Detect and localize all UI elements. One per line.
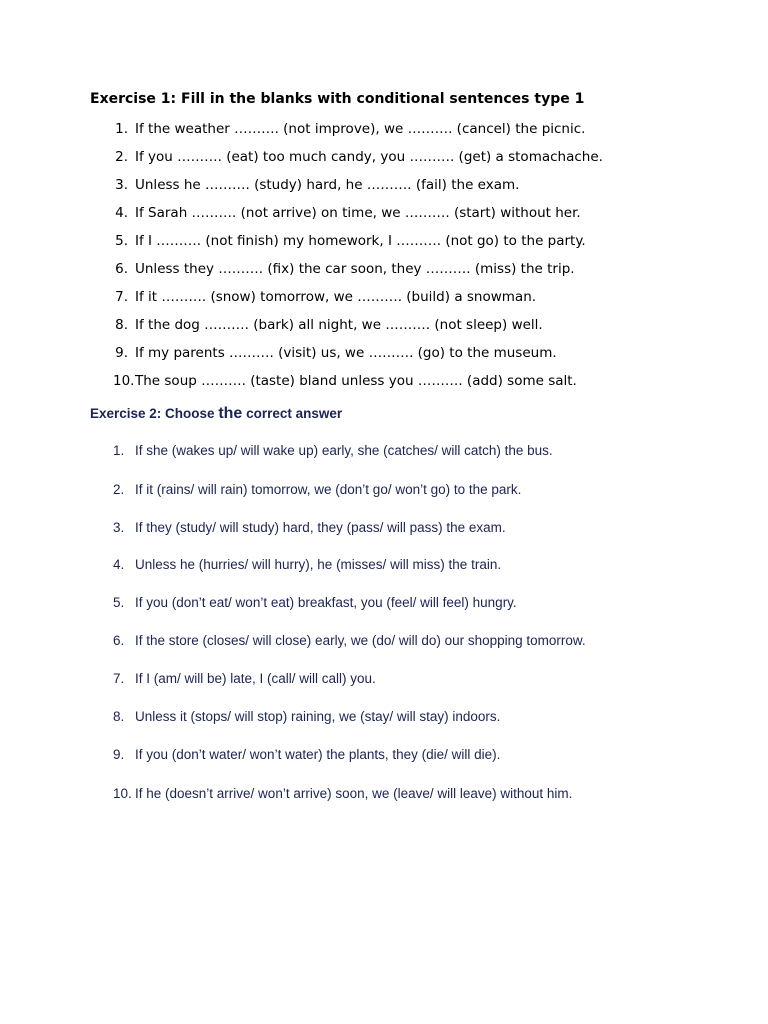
item-number: 5. <box>115 233 128 249</box>
item-text: Unless they ………. (fix) the car soon, they ………. (miss) the trip. <box>135 261 575 277</box>
item-number: 6. <box>115 261 128 277</box>
item-text: If he (doesn’t arrive/ won’t arrive) soon, we (leave/ will leave) without him. <box>135 786 573 801</box>
item-text: If the store (closes/ will close) early, we (do/ will do) our shopping tomorrow. <box>135 633 586 648</box>
item-number: 10. <box>113 786 132 801</box>
item-number: 10. <box>113 373 135 389</box>
title-part: correct answer <box>242 406 343 421</box>
item-text: If the dog ………. (bark) all night, we ………. (not sleep) well. <box>135 317 543 333</box>
item-number: 6. <box>113 633 125 648</box>
item-text: If you (don’t water/ won’t water) the plants, they (die/ will die). <box>135 747 501 762</box>
item-number: 3. <box>113 520 125 535</box>
item-text: If they (study/ will study) hard, they (pass/ will pass) the exam. <box>135 520 506 535</box>
item-number: 2. <box>113 482 125 497</box>
item-number: 7. <box>113 671 125 686</box>
item-text: If she (wakes up/ will wake up) early, she (catches/ will catch) the bus. <box>135 443 553 458</box>
item-text: If the weather ………. (not improve), we ………. (cancel) the picnic. <box>135 121 586 137</box>
item-number: 2. <box>115 149 128 165</box>
item-text: If it (rains/ will rain) tomorrow, we (don’t go/ won’t go) to the park. <box>135 482 522 497</box>
item-number: 1. <box>113 443 125 458</box>
title-part: Exercise 2: Choose <box>90 406 219 421</box>
item-number: 9. <box>113 747 125 762</box>
item-number: 8. <box>113 709 125 724</box>
exercise-1-title: Exercise 1: Fill in the blanks with conditional sentences type 1 <box>90 91 585 107</box>
item-number: 7. <box>115 289 128 305</box>
item-text: If Sarah ………. (not arrive) on time, we ………. (start) without her. <box>135 205 581 221</box>
exercise-2-title <box>90 405 342 423</box>
item-number: 3. <box>115 177 128 193</box>
item-number: 1. <box>115 121 128 137</box>
item-text: Unless he ………. (study) hard, he ………. (fail) the exam. <box>135 177 520 193</box>
item-number: 5. <box>113 595 125 610</box>
item-number: 4. <box>113 557 125 572</box>
item-text: Unless he (hurries/ will hurry), he (misses/ will miss) the train. <box>135 557 502 572</box>
item-text: If you ………. (eat) too much candy, you ………. (get) a stomachache. <box>135 149 603 165</box>
item-number: 8. <box>115 317 128 333</box>
item-text: The soup ………. (taste) bland unless you ………. (add) some salt. <box>135 373 577 389</box>
item-text: If it ………. (snow) tomorrow, we ………. (build) a snowman. <box>135 289 537 305</box>
item-text: Unless it (stops/ will stop) raining, we (stay/ will stay) indoors. <box>135 709 501 724</box>
item-number: 9. <box>115 345 128 361</box>
title-part: the <box>218 405 243 422</box>
item-text: If you (don’t eat/ won’t eat) breakfast, you (feel/ will feel) hungry. <box>135 595 517 610</box>
item-number: 4. <box>115 205 128 221</box>
item-text: If I ………. (not finish) my homework, I ………. (not go) to the party. <box>135 233 586 249</box>
item-text: If my parents ………. (visit) us, we ………. (go) to the museum. <box>135 345 557 361</box>
item-text: If I (am/ will be) late, I (call/ will call) you. <box>135 671 376 686</box>
